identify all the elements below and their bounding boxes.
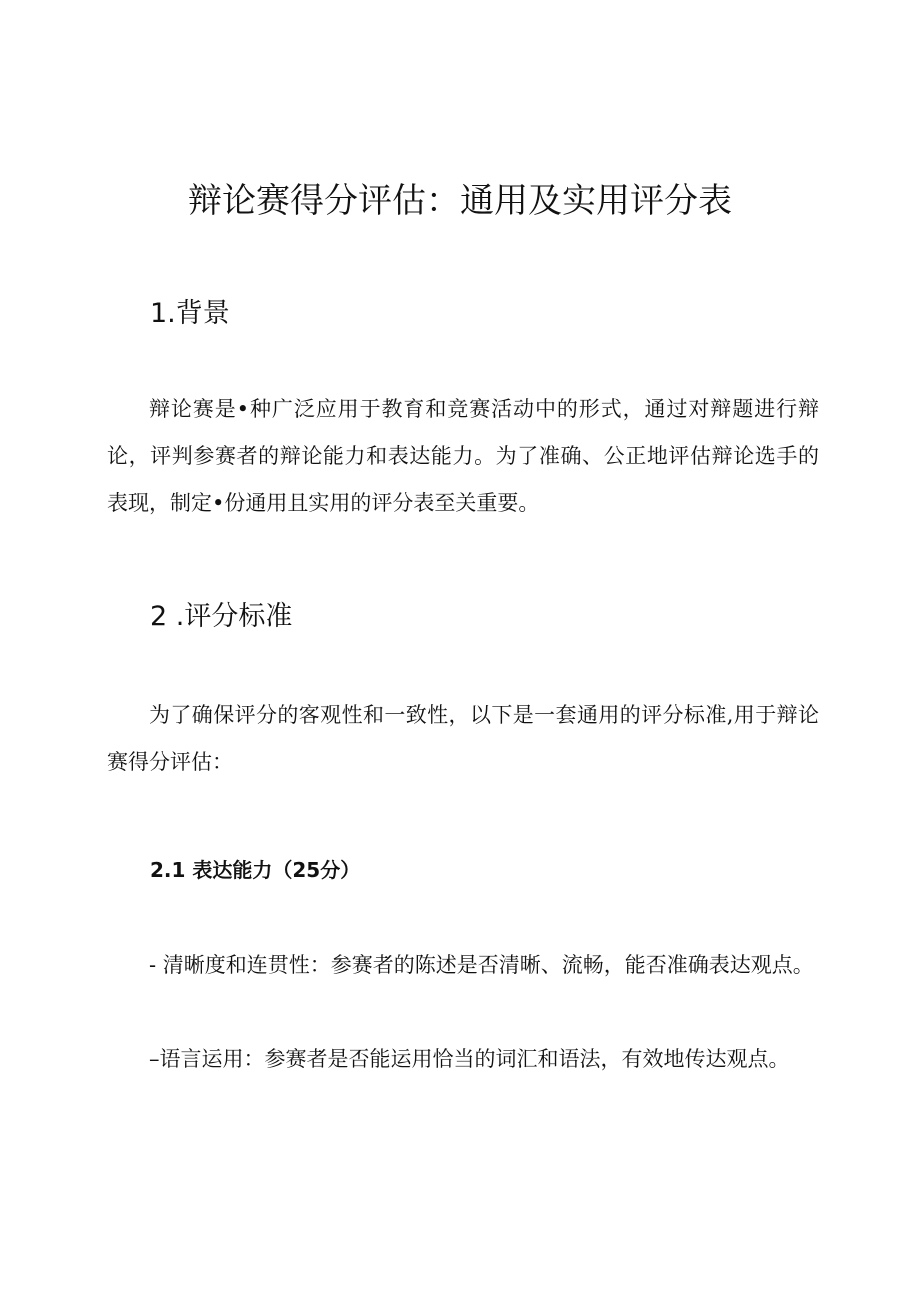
section-paragraph-scoring-criteria: 为了确保评分的客观性和一致性，以下是一套通用的评分标准,用于辩论赛得分评估： xyxy=(107,703,819,774)
criteria-item-language: –语言运用：参赛者是否能运用恰当的词汇和语法，有效地传达观点。 xyxy=(149,1047,790,1071)
section-heading-background: 1.背景 xyxy=(150,298,230,329)
section-paragraph-background: 辩论赛是•种广泛应用于教育和竞赛活动中的形式，通过对辩题进行辩论，评判参赛者的辩论能力和表达能力。为了准确、公正地评估辩论选手的表现，制定•份通用且实用的评分表至关重要。 xyxy=(107,397,819,515)
criteria-item-clarity: - 清晰度和连贯性：参赛者的陈述是否清晰、流畅，能否准确表达观点。 xyxy=(149,953,814,977)
section-heading-scoring-criteria: 2 .评分标准 xyxy=(150,601,293,632)
subsection-heading-expression: 2.1 表达能力（25分） xyxy=(150,858,361,882)
document-title: 辩论赛得分评估：通用及实用评分表 xyxy=(188,181,732,221)
